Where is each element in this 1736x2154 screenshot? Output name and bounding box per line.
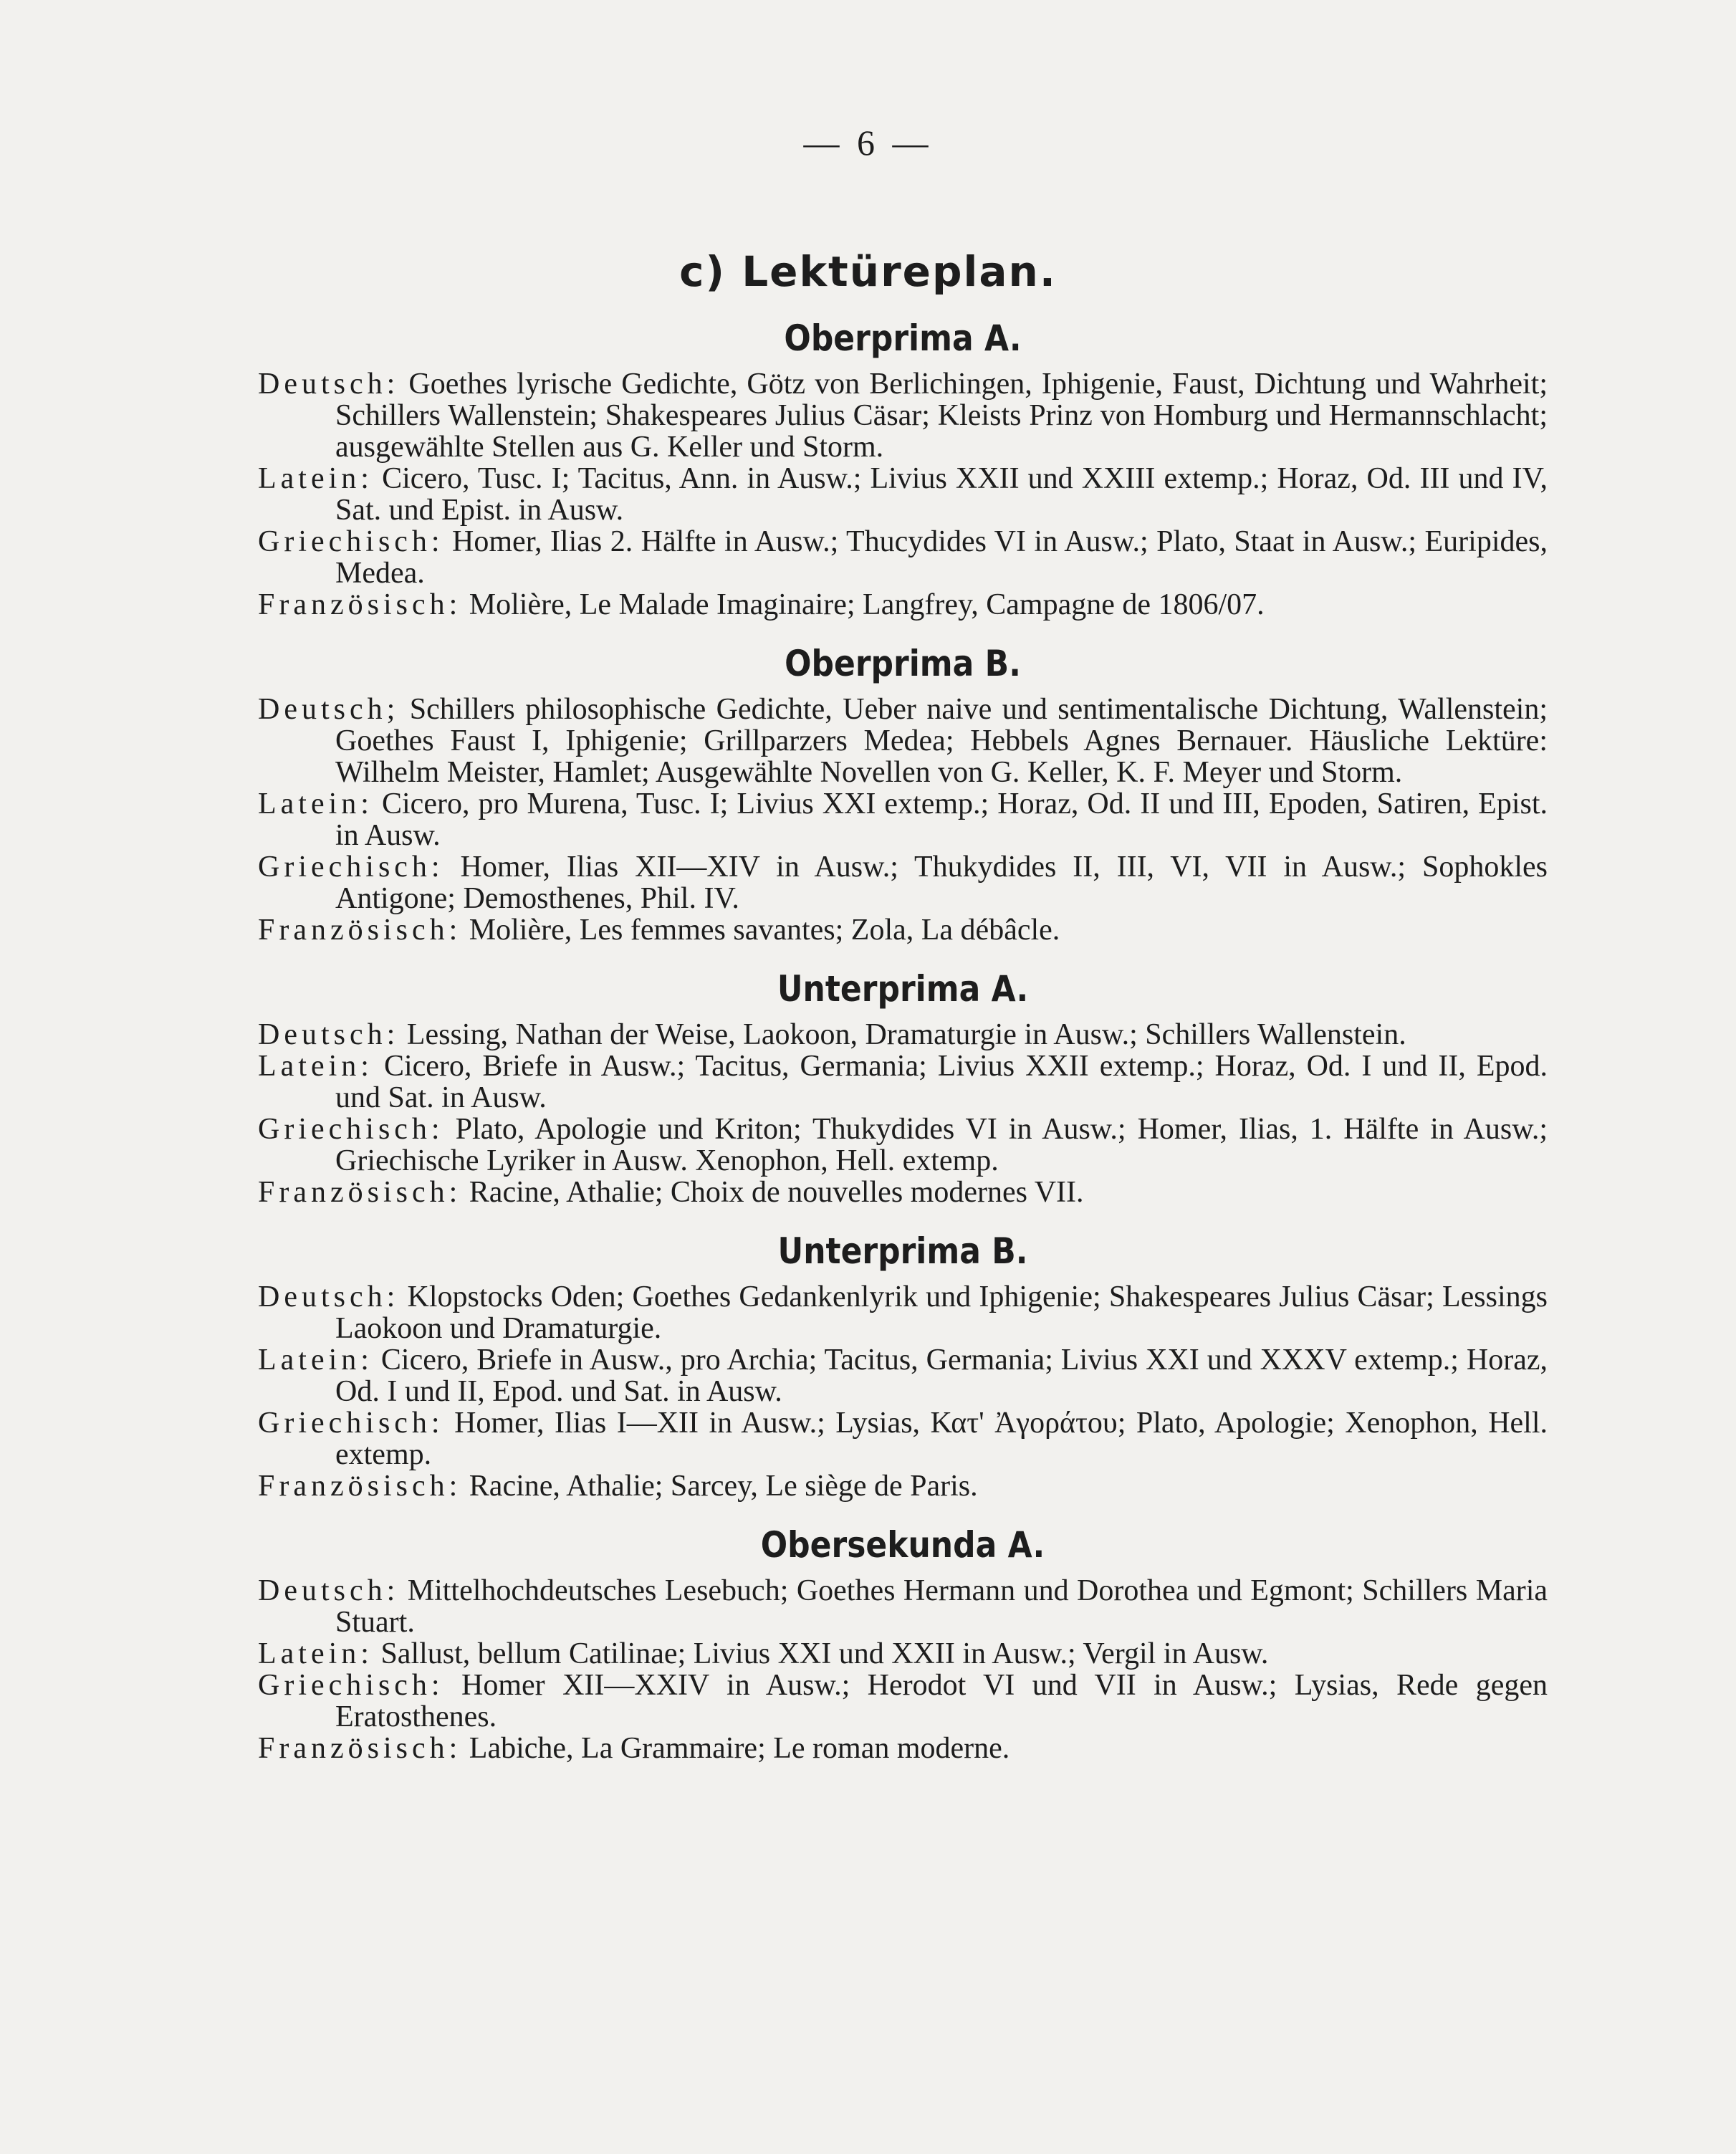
entry-franzoesisch — [258, 1177, 1548, 1208]
entry-text: Labiche, La Grammaire; Le roman moderne. — [469, 1732, 1010, 1765]
subject-label: Französisch: — [258, 1176, 462, 1209]
section-heading: Obersekunda A. — [760, 1524, 1045, 1566]
entry-deutsch — [258, 1575, 1548, 1638]
page-title: c) Lektüreplan. — [679, 247, 1057, 296]
entry-deutsch — [258, 1019, 1548, 1050]
entry-text: Klopstocks Oden; Goethes Gedankenlyrik und Iphigenie; Shakespeares Julius Cäsar; Lessings Laokoon und Dramaturgie. — [335, 1281, 1548, 1345]
entry-griechisch — [258, 851, 1548, 914]
section-oberprima-b — [258, 641, 1548, 946]
reading-plan — [258, 315, 1548, 1764]
subject-label: Französisch: — [258, 914, 462, 947]
subject-label: Griechisch: — [258, 1669, 444, 1702]
entry-deutsch — [258, 1281, 1548, 1344]
subject-label: Deutsch: — [258, 1281, 400, 1313]
subject-label: Griechisch: — [258, 525, 444, 558]
entry-text: Plato, Apologie und Kriton; Thukydides VI in Ausw.; Homer, Ilias, 1. Hälfte in Ausw.; Griechische Lyriker in Ausw. Xenophon, Hell. extemp. — [335, 1113, 1548, 1177]
subject-label: Griechisch: — [258, 851, 444, 884]
section-unterprima-a — [258, 966, 1548, 1208]
section-oberprima-a — [258, 315, 1548, 621]
entry-text: Homer, Ilias I—XII in Ausw.; Lysias, Κατ' Ἀγοράτου; Plato, Apologie; Xenophon, Hell. extemp. — [335, 1407, 1548, 1471]
entry-franzoesisch — [258, 914, 1548, 946]
section-heading: Oberprima B. — [785, 643, 1021, 684]
subject-label: Französisch: — [258, 588, 462, 621]
entry-text: Sallust, bellum Catilinae; Livius XXI und XXII in Ausw.; Vergil in Ausw. — [380, 1637, 1269, 1670]
subject-label: Latein: — [258, 1637, 373, 1670]
subject-label: Griechisch: — [258, 1113, 444, 1146]
section-unterprima-b — [258, 1228, 1548, 1502]
subject-label: Französisch: — [258, 1732, 462, 1765]
entry-latein — [258, 463, 1548, 526]
subject-label: Latein: — [258, 788, 373, 820]
entry-text: Racine, Athalie; Sarcey, Le siège de Paris. — [469, 1470, 978, 1503]
entry-deutsch — [258, 694, 1548, 788]
entry-text: Cicero, Briefe in Ausw., pro Archia; Tacitus, Germania; Livius XXI und XXXV extemp.; Horaz, Od. I und II, Epod. und Sat. in Ausw. — [335, 1344, 1548, 1408]
entry-text: Molière, Les femmes savantes; Zola, La débâcle. — [469, 914, 1060, 947]
subject-label: Deutsch: — [258, 368, 400, 401]
entry-griechisch — [258, 526, 1548, 589]
entry-griechisch — [258, 1670, 1548, 1733]
subject-label: Französisch: — [258, 1470, 462, 1503]
entry-text: Molière, Le Malade Imaginaire; Langfrey, Campagne de 1806/07. — [469, 588, 1265, 621]
entry-latein — [258, 1344, 1548, 1407]
entry-griechisch — [258, 1407, 1548, 1470]
subject-label: Latein: — [258, 1344, 373, 1377]
entry-latein — [258, 788, 1548, 851]
entry-text: Mittelhochdeutsches Lesebuch; Goethes Hermann und Dorothea und Egmont; Schillers Maria Stuart. — [335, 1574, 1548, 1639]
subject-label: Deutsch: — [258, 1018, 400, 1051]
entry-text: Schillers philosophische Gedichte, Ueber naive und sentimentalische Dichtung, Wallenstein; Goethes Faust I, Iphigenie; Grillparzers Medea; Hebbels Agnes Bernauer. Häusliche Lektüre: Wilhelm Meister, Hamlet; Ausgewählte Novellen von G. Keller, K. F. Meyer und Storm. — [335, 693, 1548, 789]
section-heading: Unterprima B. — [777, 1230, 1028, 1272]
entry-text: Racine, Athalie; Choix de nouvelles modernes VII. — [469, 1176, 1084, 1209]
entry-latein — [258, 1638, 1548, 1670]
page-number: — 6 — — [803, 123, 933, 163]
entry-text: Homer, Ilias 2. Hälfte in Ausw.; Thucydides VI in Ausw.; Plato, Staat in Ausw.; Euripides, Medea. — [335, 525, 1548, 590]
subject-label: Deutsch; — [258, 693, 400, 726]
subject-label: Latein: — [258, 1050, 373, 1083]
section-heading: Unterprima A. — [777, 968, 1029, 1010]
section-heading: Oberprima A. — [784, 317, 1022, 359]
entry-text: Goethes lyrische Gedichte, Götz von Berlichingen, Iphigenie, Faust, Dichtung und Wahrheit; Schillers Wallenstein; Shakespeares Julius Cäsar; Kleists Prinz von Homburg und Hermannschlacht; ausgewählte Stellen aus G. Keller und Storm. — [335, 368, 1548, 464]
section-obersekunda-a — [258, 1522, 1548, 1764]
entry-franzoesisch — [258, 1733, 1548, 1764]
entry-text: Lessing, Nathan der Weise, Laokoon, Dramaturgie in Ausw.; Schillers Wallenstein. — [406, 1018, 1406, 1051]
entry-franzoesisch — [258, 1470, 1548, 1502]
subject-label: Latein: — [258, 462, 373, 495]
entry-franzoesisch — [258, 589, 1548, 621]
entry-text: Cicero, Briefe in Ausw.; Tacitus, Germania; Livius XXII extemp.; Horaz, Od. I und II, Epod. und Sat. in Ausw. — [335, 1050, 1548, 1114]
entry-latein — [258, 1050, 1548, 1114]
entry-text: Homer XII—XXIV in Ausw.; Herodot VI und VII in Ausw.; Lysias, Rede gegen Eratosthenes. — [335, 1669, 1548, 1733]
subject-label: Deutsch: — [258, 1574, 400, 1607]
entry-deutsch — [258, 368, 1548, 463]
entry-text: Cicero, pro Murena, Tusc. I; Livius XXI extemp.; Horaz, Od. II und III, Epoden, Satiren, Epist. in Ausw. — [335, 788, 1548, 852]
entry-griechisch — [258, 1114, 1548, 1177]
entry-text: Homer, Ilias XII—XIV in Ausw.; Thukydides II, III, VI, VII in Ausw.; Sophokles Antigone; Demosthenes, Phil. IV. — [335, 851, 1548, 915]
entry-text: Cicero, Tusc. I; Tacitus, Ann. in Ausw.; Livius XXII und XXIII extemp.; Horaz, Od. III und IV, Sat. und Epist. in Ausw. — [335, 462, 1548, 527]
subject-label: Griechisch: — [258, 1407, 444, 1440]
